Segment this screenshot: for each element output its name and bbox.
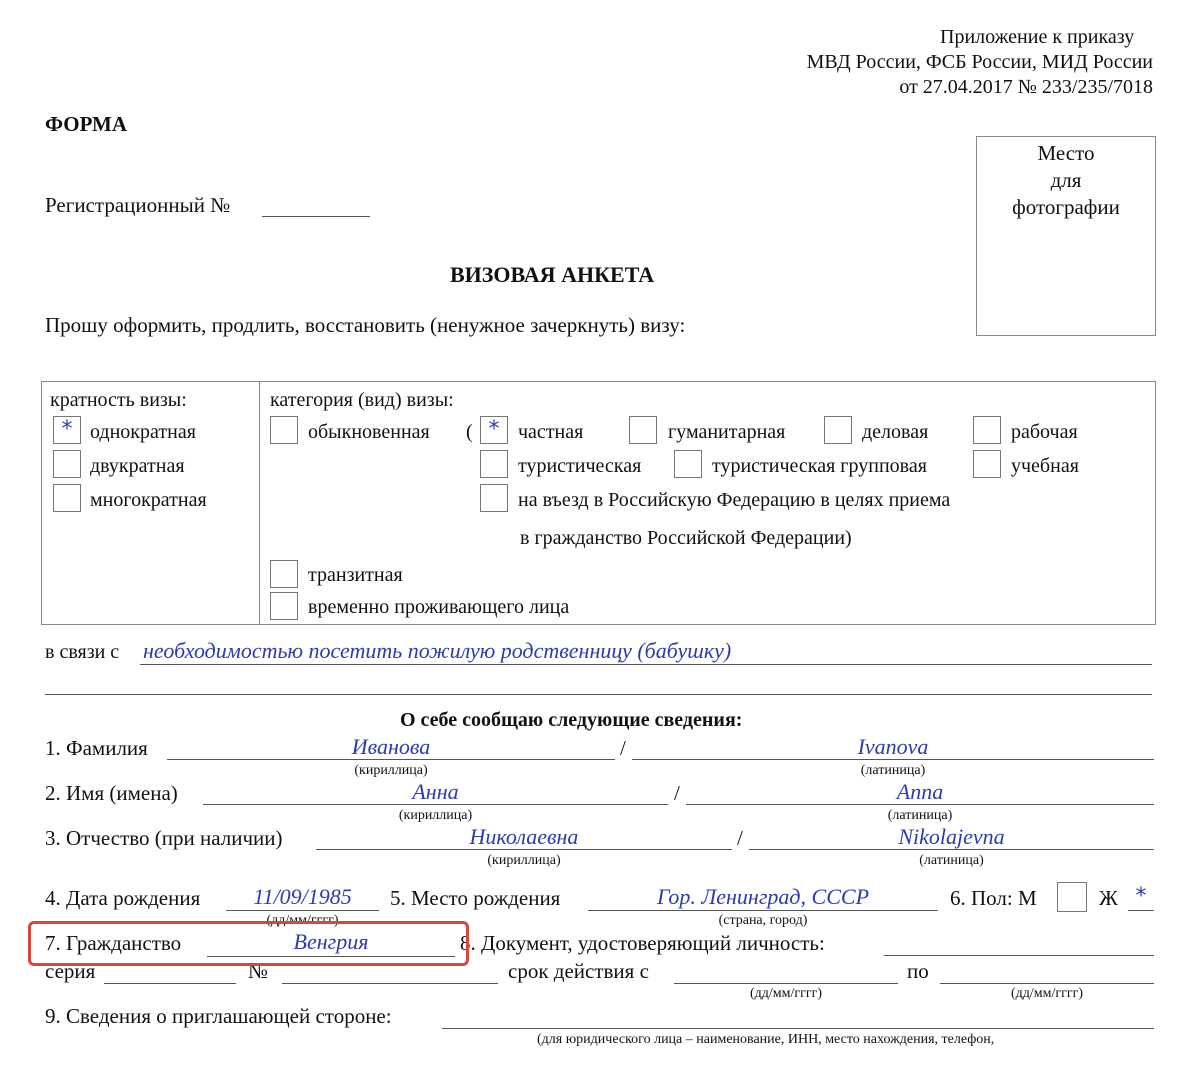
- surname-label: 1. Фамилия: [45, 736, 148, 760]
- patronymic-label: 3. Отчество (при наличии): [45, 826, 283, 850]
- name-slash: /: [674, 781, 680, 805]
- label-multiple-entry: многократная: [90, 489, 207, 511]
- birth-place-caption: (страна, город): [718, 913, 808, 928]
- patronymic-slash: /: [737, 826, 743, 850]
- patronymic-cyr-value[interactable]: Николаевна: [469, 824, 579, 849]
- checkbox-multiple-entry[interactable]: [53, 484, 81, 512]
- purpose-label: в связи с: [45, 641, 120, 663]
- checkbox-ordinary[interactable]: [270, 416, 298, 444]
- sex-female-label: Ж: [1099, 886, 1118, 910]
- checkbox-private-mark: *: [488, 417, 500, 442]
- highlight-box: [28, 921, 469, 966]
- patronymic-lat-caption: (латиница): [919, 853, 984, 868]
- label-study: учебная: [1011, 455, 1079, 477]
- checkbox-temporary-resident[interactable]: [270, 592, 298, 620]
- multiplicity-heading: кратность визы:: [50, 389, 187, 411]
- sex-female-mark[interactable]: *: [1135, 884, 1147, 909]
- photo-text-1: Место: [1037, 141, 1095, 165]
- checkbox-single-entry[interactable]: [53, 416, 81, 444]
- label-business: деловая: [862, 421, 929, 443]
- label-ordinary: обыкновенная: [308, 421, 430, 443]
- form-label: ФОРМА: [45, 112, 128, 136]
- inviting-party-label: 9. Сведения о приглашающей стороне:: [45, 1004, 392, 1028]
- patronymic-lat-value[interactable]: Nikolajevna: [898, 824, 1005, 849]
- patronymic-cyr-caption: (кириллица): [487, 853, 561, 868]
- validity-from-caption: (дд/мм/гггг): [749, 986, 823, 1001]
- request-text: Прошу оформить, продлить, восстановить (ненужное зачеркнуть) визу:: [45, 313, 686, 337]
- validity-to-line: [940, 983, 1154, 984]
- document-line: [884, 955, 1154, 956]
- checkbox-work[interactable]: [973, 416, 1001, 444]
- checkbox-citizenship[interactable]: [480, 484, 508, 512]
- checkbox-transit[interactable]: [270, 560, 298, 588]
- birth-date-label: 4. Дата рождения: [45, 886, 201, 910]
- info-heading: О себе сообщаю следующие сведения:: [400, 709, 743, 731]
- name-cyr-caption: (кириллица): [398, 808, 473, 823]
- validity-from-label: срок действия с: [508, 959, 649, 983]
- checkbox-sex-male[interactable]: [1057, 882, 1087, 912]
- photo-box: [976, 136, 1156, 336]
- label-single-entry: однократная: [90, 421, 196, 443]
- document-label: 8. Документ, удостоверяющий личность:: [460, 931, 825, 955]
- citizenship-value[interactable]: Венгрия: [293, 929, 369, 954]
- number-line: [282, 983, 498, 984]
- surname-cyr-value[interactable]: Иванова: [351, 734, 431, 759]
- number-label: №: [248, 959, 269, 983]
- citizenship-label: 7. Гражданство: [45, 931, 182, 955]
- label-transit: транзитная: [308, 564, 403, 586]
- validity-from-line: [674, 983, 898, 984]
- birth-place-label: 5. Место рождения: [390, 886, 561, 910]
- birth-place-line: [588, 910, 938, 911]
- surname-cyr-caption: (кириллица): [354, 763, 428, 778]
- name-lat-value[interactable]: Anna: [896, 779, 944, 804]
- birth-place-value[interactable]: Гор. Ленинград, СССР: [656, 884, 870, 909]
- registration-label: Регистрационный №: [45, 193, 231, 217]
- checkbox-business[interactable]: [824, 416, 852, 444]
- table-divider: [259, 381, 260, 625]
- inviting-party-caption: (для юридического лица – наименование, ИНН, место нахождения, телефон,: [537, 1032, 995, 1047]
- birth-date-value[interactable]: 11/09/1985: [253, 884, 352, 909]
- label-citizenship-1: на въезд в Российскую Федерацию в целях приема: [518, 489, 951, 511]
- surname-lat-value[interactable]: Ivanova: [857, 734, 929, 759]
- checkbox-single-entry-mark: *: [61, 417, 73, 442]
- sex-label: 6. Пол: М: [950, 886, 1037, 910]
- label-work: рабочая: [1011, 421, 1078, 443]
- birth-date-line: [226, 910, 379, 911]
- label-private: частная: [518, 421, 584, 443]
- checkbox-tourist-group[interactable]: [674, 450, 702, 478]
- label-temporary-resident: временно проживающего лица: [308, 596, 570, 618]
- purpose-value[interactable]: необходимостью посетить пожилую родственницу (бабушку): [143, 638, 732, 663]
- registration-number-field[interactable]: [262, 216, 370, 217]
- name-label: 2. Имя (имена): [45, 781, 178, 805]
- sex-female-line: [1128, 910, 1154, 911]
- label-tourist: туристическая: [518, 455, 642, 477]
- series-line: [104, 983, 236, 984]
- separator-line: [45, 694, 1152, 695]
- name-lat-caption: (латиница): [887, 808, 953, 823]
- photo-text-2: для: [1050, 168, 1082, 192]
- purpose-line: [140, 664, 1152, 665]
- header-line-2: МВД России, ФСБ России, МИД России: [806, 51, 1153, 73]
- header-line-3: от 27.04.2017 № 233/235/7018: [899, 76, 1153, 98]
- category-heading: категория (вид) визы:: [270, 389, 454, 411]
- birth-date-caption: (дд/мм/гггг): [266, 913, 339, 928]
- surname-slash: /: [620, 736, 626, 760]
- label-citizenship-2: в гражданство Российской Федерации): [520, 527, 852, 549]
- checkbox-double-entry[interactable]: [53, 450, 81, 478]
- paren-open: (: [466, 421, 473, 443]
- validity-to-caption: (дд/мм/гггг): [1010, 986, 1084, 1001]
- photo-text-3: фотографии: [1012, 195, 1120, 219]
- label-humanitarian: гуманитарная: [668, 421, 786, 443]
- checkbox-tourist[interactable]: [480, 450, 508, 478]
- label-double-entry: двукратная: [90, 455, 185, 477]
- header-line-1: Приложение к приказу: [940, 26, 1135, 48]
- series-label: серия: [45, 959, 96, 983]
- checkbox-humanitarian[interactable]: [629, 416, 657, 444]
- checkbox-study[interactable]: [973, 450, 1001, 478]
- inviting-party-line: [442, 1028, 1154, 1029]
- surname-lat-caption: (латиница): [860, 763, 926, 778]
- label-tourist-group: туристическая групповая: [712, 455, 927, 477]
- name-cyr-value[interactable]: Анна: [412, 779, 459, 804]
- form-title: ВИЗОВАЯ АНКЕТА: [450, 262, 655, 287]
- validity-to-label: по: [907, 959, 929, 983]
- checkbox-private[interactable]: [480, 416, 508, 444]
